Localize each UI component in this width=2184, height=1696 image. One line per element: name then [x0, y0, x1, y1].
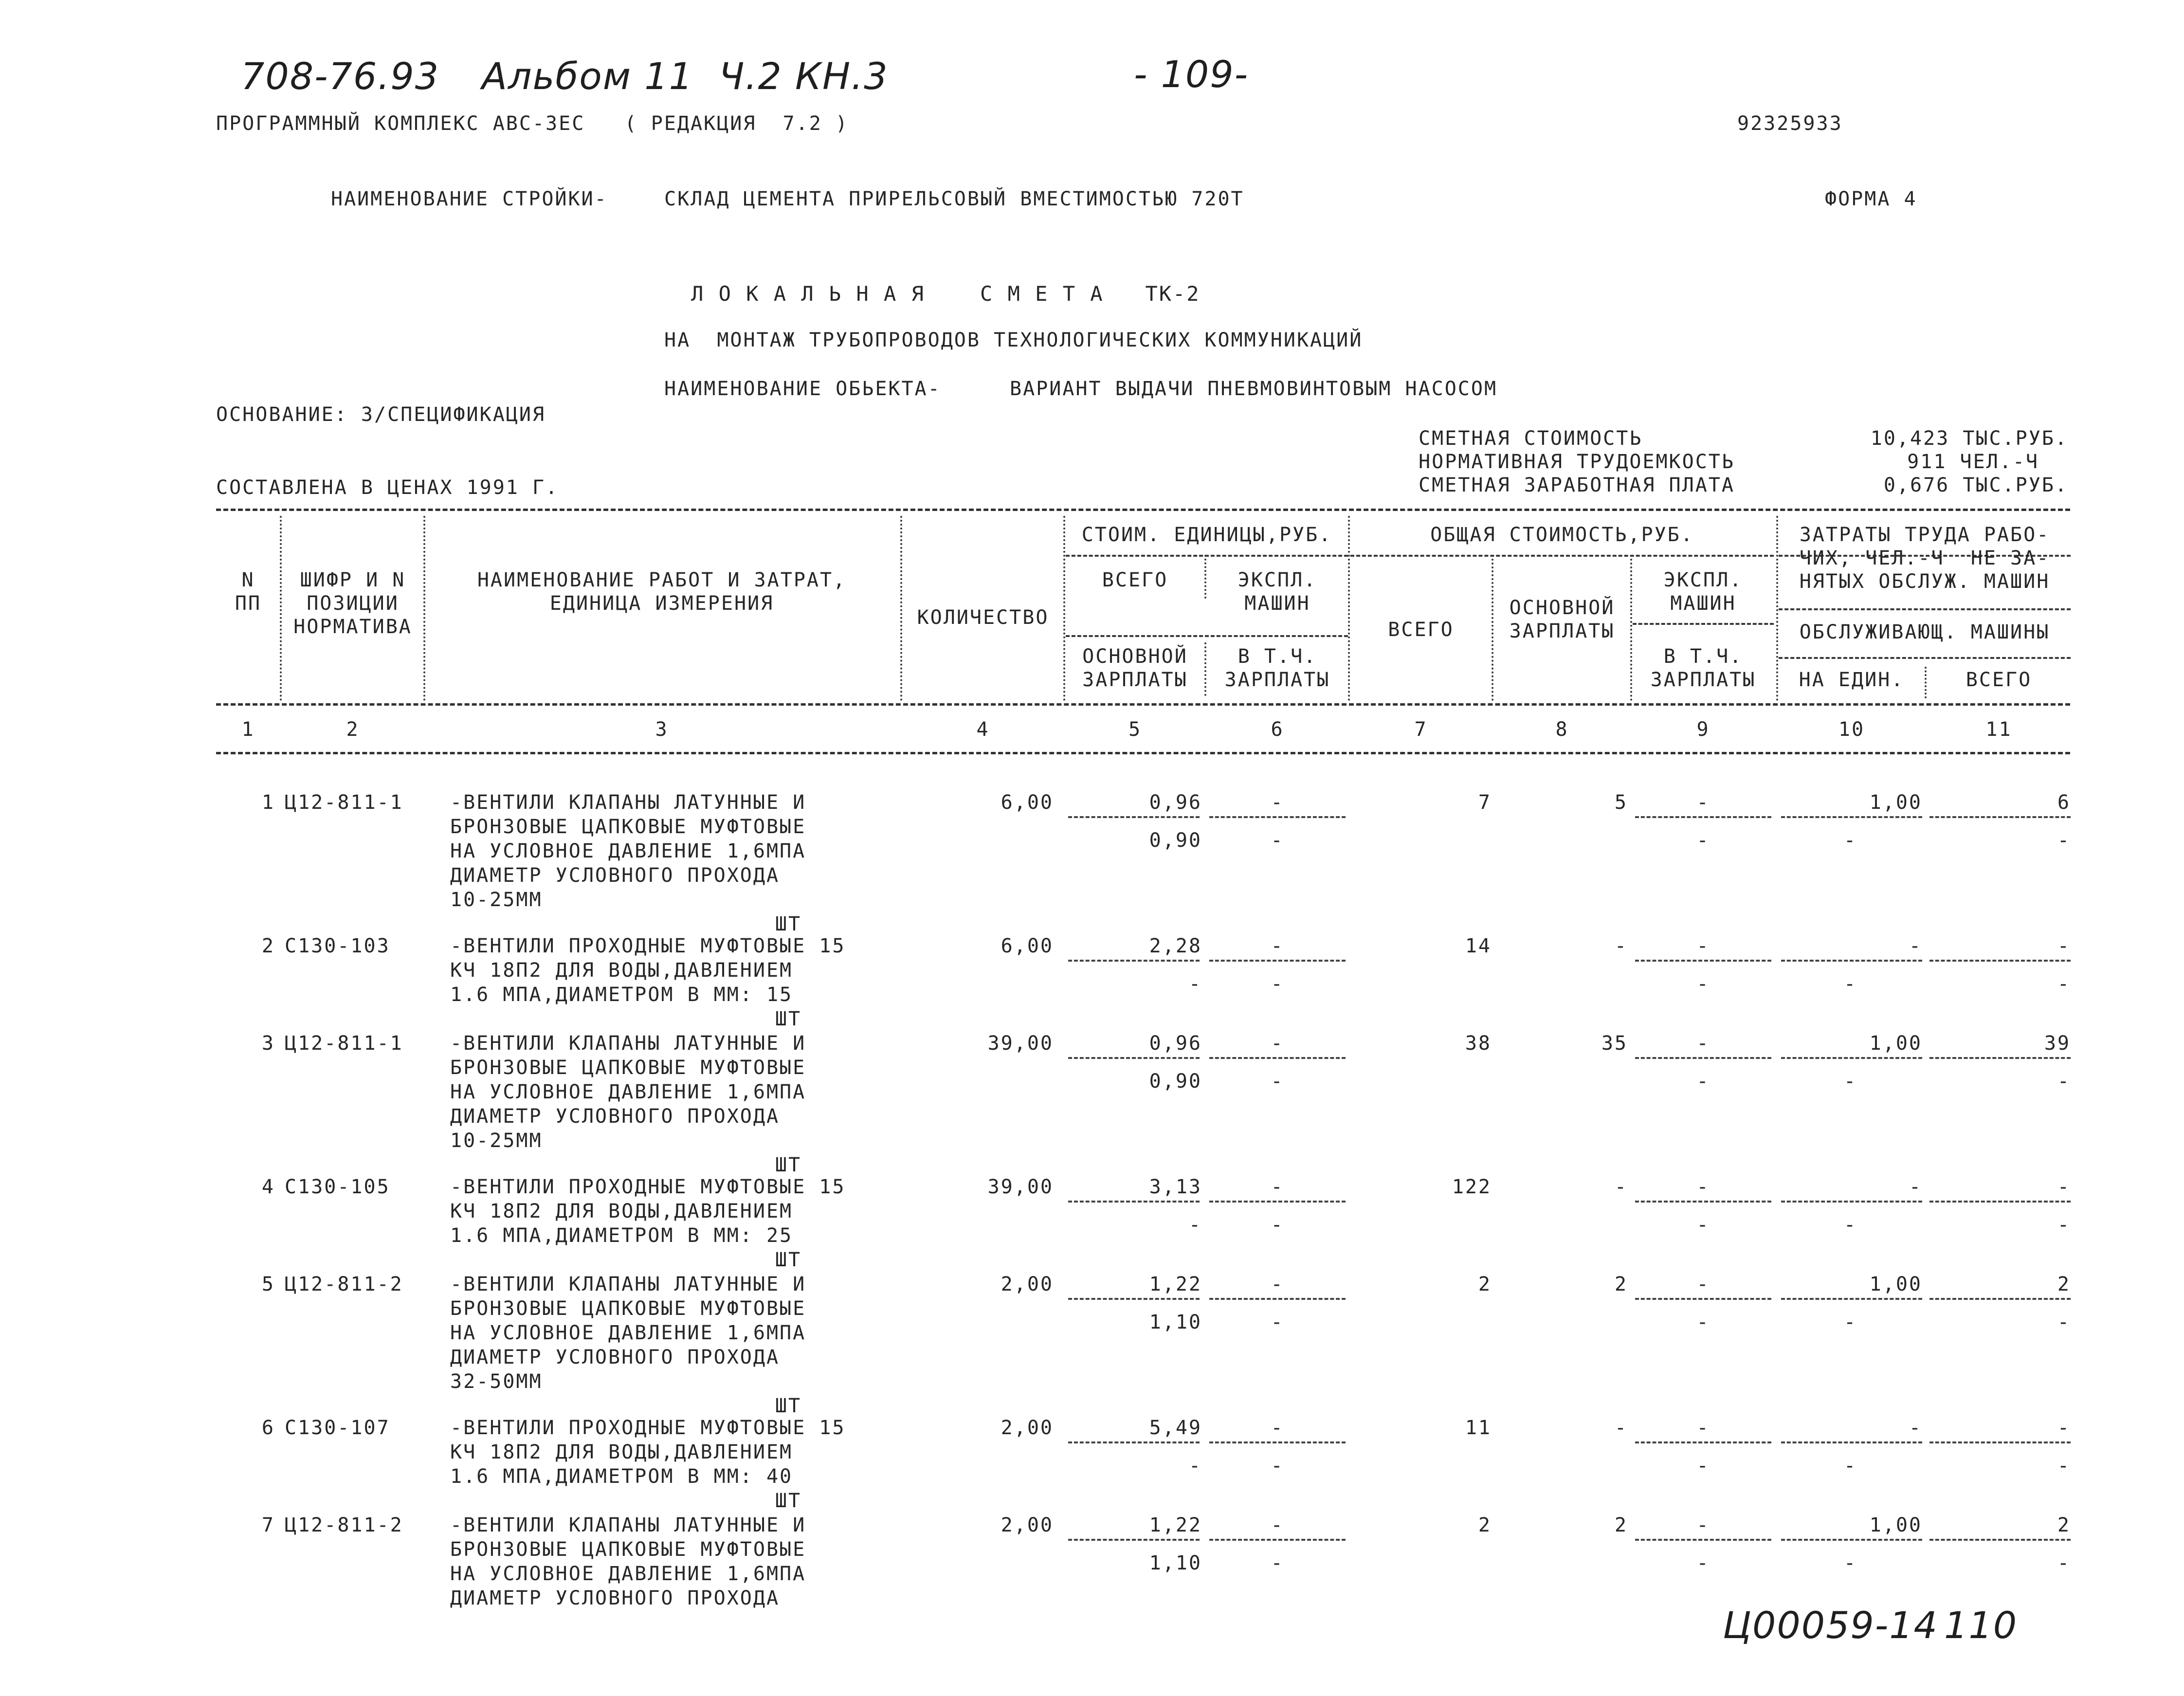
row-number: 6 [261, 1417, 275, 1439]
row-name-line: -ВЕНТИЛИ КЛАПАНЫ ЛАТУННЫЕ И [450, 1032, 806, 1055]
document-subtitle: НА МОНТАЖ ТРУБОПРОВОДОВ ТЕХНОЛОГИЧЕСКИХ КОММУНИКАЦИЙ [664, 329, 1363, 351]
row-name-line: БРОНЗОВЫЕ ЦАПКОВЫЕ МУФТОВЫЕ [450, 1057, 806, 1079]
row-labor-mach-unit: - [1843, 1311, 1857, 1333]
cell-divider [1929, 1201, 2071, 1203]
col-separator [1630, 555, 1632, 701]
row-number: 3 [261, 1032, 275, 1055]
col-unit-mach-wage-header: ЗАРПЛАТЫ [1224, 669, 1330, 691]
row-number: 4 [261, 1176, 275, 1198]
col-n-header: N [241, 569, 255, 591]
row-total-wage: - [1614, 935, 1628, 957]
row-unit-total: 5,49 [1149, 1417, 1202, 1439]
col-unit-mach-header: ЭКСПЛ. [1238, 569, 1317, 591]
row-code: С130-103 [285, 935, 390, 957]
row-labor-mach-unit: - [1843, 1455, 1857, 1477]
construction-label: НАИМЕНОВАНИЕ СТРОЙКИ- [331, 188, 608, 210]
row-total-mach: - [1696, 935, 1710, 957]
row-total: 14 [1465, 935, 1492, 957]
row-name-line: КЧ 18П2 ДЛЯ ВОДЫ,ДАВЛЕНИЕМ [450, 1441, 793, 1463]
row-name-line: ДИАМЕТР УСЛОВНОГО ПРОХОДА [450, 1346, 780, 1368]
col-labor-unit-header: НА ЕДИН. [1799, 669, 1905, 691]
summary-label: СМЕТНАЯ ЗАРАБОТНАЯ ПЛАТА [1419, 474, 1735, 496]
cell-divider [1068, 1057, 1200, 1059]
construction-name: СКЛАД ЦЕМЕНТА ПРИРЕЛЬСОВЫЙ ВМЕСТИМОСТЬЮ 720Т [664, 188, 1244, 210]
subheader-rule [1633, 623, 1774, 625]
cell-divider [1929, 816, 2071, 818]
row-unit: ШТ [775, 1395, 802, 1417]
row-unit-total: 3,13 [1149, 1176, 1202, 1198]
row-total-mach: - [1696, 1032, 1710, 1055]
col-total-mach-wage-header: ЗАРПЛАТЫ [1650, 669, 1756, 691]
col-number: 1 [241, 718, 255, 741]
row-unit-mach-wage: - [1271, 829, 1284, 852]
col-separator [900, 516, 902, 701]
row-name-line: 10-25ММ [450, 1130, 543, 1152]
row-name-line: НА УСЛОВНОЕ ДАВЛЕНИЕ 1,6МПА [450, 1322, 806, 1344]
cell-divider [1068, 960, 1200, 962]
row-labor-total: 39 [2044, 1032, 2071, 1055]
row-total-mach-wage: - [1696, 1214, 1710, 1236]
program-line: ПРОГРАММНЫЙ КОМПЛЕКС АВС-3ЕС ( РЕДАКЦИЯ 7.2 ) [216, 112, 849, 135]
col-number: 10 [1838, 718, 1865, 741]
row-unit-total: 0,96 [1149, 1032, 1202, 1055]
row-name-line: ДИАМЕТР УСЛОВНОГО ПРОХОДА [450, 864, 780, 887]
row-unit-mach-wage: - [1271, 1311, 1284, 1333]
col-separator [423, 516, 425, 701]
row-name-line: -ВЕНТИЛИ ПРОХОДНЫЕ МУФТОВЫЕ 15 [450, 935, 846, 957]
row-labor-unit: 1,00 [1869, 1273, 1922, 1295]
row-labor-total: - [2057, 1417, 2071, 1439]
col-separator [1776, 516, 1778, 701]
subheader-rule [1066, 555, 1348, 557]
row-qty: 2,00 [1001, 1417, 1054, 1439]
row-unit: ШТ [775, 913, 802, 935]
row-qty: 39,00 [987, 1032, 1054, 1055]
col-unit-wage-header: ОСНОВНОЙ [1082, 645, 1188, 668]
row-name-line: 32-50ММ [450, 1370, 543, 1393]
row-unit: ШТ [775, 1008, 802, 1030]
row-code: Ц12-811-1 [285, 791, 403, 814]
row-total-mach-wage: - [1696, 973, 1710, 995]
cell-divider [1635, 1201, 1771, 1203]
col-labor-header: ЧИХ, ЧЕЛ.-Ч НЕ ЗА- [1799, 547, 2050, 569]
col-number: 8 [1555, 718, 1569, 741]
col-total-all-header: ВСЕГО [1388, 619, 1454, 641]
row-total: 7 [1478, 791, 1492, 814]
col-name-header: ЕДИНИЦА ИЗМЕРЕНИЯ [549, 592, 774, 615]
row-total-mach: - [1696, 1273, 1710, 1295]
row-unit-wage: 1,10 [1149, 1552, 1202, 1574]
col-separator [1063, 516, 1065, 701]
cell-divider [1929, 1298, 2071, 1300]
row-total-mach-wage: - [1696, 1552, 1710, 1574]
cell-divider [1635, 960, 1771, 962]
cell-divider [1068, 816, 1200, 818]
row-labor-mach-unit: - [1843, 1552, 1857, 1574]
row-total: 38 [1465, 1032, 1492, 1055]
cell-divider [1781, 816, 1922, 818]
col-total-wage-header: ЗАРПЛАТЫ [1509, 620, 1615, 642]
col-labor-total-header: ВСЕГО [1966, 669, 2032, 691]
cell-divider [1635, 1539, 1771, 1541]
row-name-line: КЧ 18П2 ДЛЯ ВОДЫ,ДАВЛЕНИЕМ [450, 959, 793, 982]
subheader-rule [1350, 555, 1774, 557]
row-labor-unit: 1,00 [1869, 1514, 1922, 1536]
row-unit-mach: - [1271, 1273, 1284, 1295]
row-unit-total: 1,22 [1149, 1273, 1202, 1295]
row-number: 1 [261, 791, 275, 814]
document-title: Л О К А Л Ь Н А Я С М Е Т А ТК-2 [691, 282, 1201, 306]
summary-label: НОРМАТИВНАЯ ТРУДОЕМКОСТЬ [1419, 451, 1735, 473]
row-total-wage: 2 [1614, 1514, 1628, 1536]
cell-divider [1209, 1201, 1346, 1203]
form-number: ФОРМА 4 [1825, 188, 1917, 210]
row-unit-total: 1,22 [1149, 1514, 1202, 1536]
row-labor-mach-unit: - [1843, 829, 1857, 852]
row-unit-wage: - [1188, 1214, 1202, 1236]
col-labor-header: НЯТЫХ ОБСЛУЖ. МАШИН [1799, 570, 2050, 593]
subheader-rule [1779, 657, 2071, 659]
row-labor-unit: 1,00 [1869, 1032, 1922, 1055]
cell-divider [1209, 816, 1346, 818]
row-code: Ц12-811-2 [285, 1514, 403, 1536]
col-number: 3 [655, 718, 669, 741]
row-unit-mach: - [1271, 1176, 1284, 1198]
col-name-header: НАИМЕНОВАНИЕ РАБОТ И ЗАТРАТ, [477, 569, 847, 591]
cell-divider [1068, 1201, 1200, 1203]
cell-divider [1929, 1539, 2071, 1541]
row-name-line: ДИАМЕТР УСЛОВНОГО ПРОХОДА [450, 1105, 780, 1128]
row-labor-unit: - [1909, 1417, 1922, 1439]
row-labor-mach-total: - [2057, 1070, 2071, 1093]
row-name-line: 1.6 МПА,ДИАМЕТРОМ В ММ: 15 [450, 984, 793, 1006]
row-unit-mach-wage: - [1271, 1552, 1284, 1574]
row-name-line: КЧ 18П2 ДЛЯ ВОДЫ,ДАВЛЕНИЕМ [450, 1200, 793, 1222]
row-labor-total: - [2057, 935, 2071, 957]
row-name-line: -ВЕНТИЛИ ПРОХОДНЫЕ МУФТОВЫЕ 15 [450, 1417, 846, 1439]
handwritten-bottom-code: Ц00059-14 [1723, 1604, 1938, 1647]
cell-divider [1781, 1539, 1922, 1541]
row-number: 7 [261, 1514, 275, 1536]
row-unit: ШТ [775, 1490, 802, 1512]
row-total-wage: 5 [1614, 791, 1628, 814]
row-unit-mach: - [1271, 1032, 1284, 1055]
row-qty: 39,00 [987, 1176, 1054, 1198]
col-labor-mach-header: ОБСЛУЖИВАЮЩ. МАШИНЫ [1799, 621, 2050, 643]
row-unit-mach: - [1271, 1417, 1284, 1439]
col-number: 6 [1271, 718, 1284, 741]
row-qty: 2,00 [1001, 1514, 1054, 1536]
row-name-line: БРОНЗОВЫЕ ЦАПКОВЫЕ МУФТОВЫЕ [450, 1538, 806, 1561]
row-unit-mach-wage: - [1271, 1455, 1284, 1477]
cell-divider [1068, 1298, 1200, 1300]
row-labor-mach-total: - [2057, 1455, 2071, 1477]
row-total-wage: 2 [1614, 1273, 1628, 1295]
row-labor-mach-total: - [2057, 1214, 2071, 1236]
col-number: 2 [346, 718, 360, 741]
row-total: 122 [1452, 1176, 1492, 1198]
row-qty: 2,00 [1001, 1273, 1054, 1295]
row-name-line: НА УСЛОВНОЕ ДАВЛЕНИЕ 1,6МПА [450, 840, 806, 862]
numbers-bottom-rule [216, 752, 2070, 754]
cell-divider [1209, 1057, 1346, 1059]
row-name-line: ДИАМЕТР УСЛОВНОГО ПРОХОДА [450, 1587, 780, 1609]
row-code: Ц12-811-2 [285, 1273, 403, 1295]
cell-divider [1929, 1441, 2071, 1443]
row-unit-mach-wage: - [1271, 1070, 1284, 1093]
col-code-header: ШИФР И N [300, 569, 406, 591]
col-separator [1925, 667, 1927, 698]
row-unit-wage: - [1188, 973, 1202, 995]
handwritten-bottom-page: 110 [1944, 1604, 2018, 1647]
row-total-wage: - [1614, 1176, 1628, 1198]
row-name-line: -ВЕНТИЛИ ПРОХОДНЫЕ МУФТОВЫЕ 15 [450, 1176, 846, 1198]
col-total-mach-header: МАШИН [1670, 592, 1736, 615]
row-qty: 6,00 [1001, 791, 1054, 814]
cell-divider [1209, 1298, 1346, 1300]
col-labor-header: ЗАТРАТЫ ТРУДА РАБО- [1799, 524, 2050, 546]
cell-divider [1068, 1539, 1200, 1541]
row-total: 2 [1478, 1514, 1492, 1536]
col-code-header: ПОЗИЦИИ [307, 592, 399, 615]
subheader-rule [1066, 635, 1348, 637]
row-code: С130-107 [285, 1417, 390, 1439]
col-separator [1492, 555, 1493, 701]
subheader-rule [1779, 608, 2071, 610]
row-labor-mach-total: - [2057, 973, 2071, 995]
col-unit-wage-header: ЗАРПЛАТЫ [1082, 669, 1188, 691]
row-name-line: -ВЕНТИЛИ КЛАПАНЫ ЛАТУННЫЕ И [450, 791, 806, 814]
summary-value: 0,676 ТЫС.РУБ. [1883, 474, 2068, 496]
row-unit-wage: 1,10 [1149, 1311, 1202, 1333]
row-labor-mach-total: - [2057, 1311, 2071, 1333]
row-total-mach: - [1696, 1514, 1710, 1536]
col-separator [280, 516, 282, 701]
col-total-mach-wage-header: В Т.Ч. [1663, 645, 1743, 668]
table-top-rule [216, 509, 2070, 511]
row-total-wage: - [1614, 1417, 1628, 1439]
row-labor-mach-total: - [2057, 829, 2071, 852]
row-number: 2 [261, 935, 275, 957]
basis-line: ОСНОВАНИЕ: З/СПЕЦИФИКАЦИЯ [216, 403, 546, 426]
col-number: 9 [1696, 718, 1710, 741]
row-labor-mach-unit: - [1843, 1070, 1857, 1093]
summary-value: 10,423 ТЫС.РУБ. [1870, 427, 2068, 450]
prices-line: СОСТАВЛЕНА В ЦЕНАХ 1991 Г. [216, 476, 559, 499]
col-total-cost-header: ОБЩАЯ СТОИМОСТЬ,РУБ. [1430, 524, 1694, 546]
row-unit-mach: - [1271, 791, 1284, 814]
cell-divider [1635, 816, 1771, 818]
row-name-line: БРОНЗОВЫЕ ЦАПКОВЫЕ МУФТОВЫЕ [450, 1297, 806, 1320]
row-name-line: БРОНЗОВЫЕ ЦАПКОВЫЕ МУФТОВЫЕ [450, 816, 806, 838]
cell-divider [1635, 1057, 1771, 1059]
cell-divider [1635, 1441, 1771, 1443]
row-labor-mach-total: - [2057, 1552, 2071, 1574]
row-unit-total: 2,28 [1149, 935, 1202, 957]
row-unit-total: 0,96 [1149, 791, 1202, 814]
row-name-line: -ВЕНТИЛИ КЛАПАНЫ ЛАТУННЫЕ И [450, 1273, 806, 1295]
row-labor-unit: - [1909, 935, 1922, 957]
row-labor-unit: - [1909, 1176, 1922, 1198]
object-label: НАИМЕНОВАНИЕ ОБЬЕКТА- [664, 378, 941, 400]
handwritten-page-number: - 109- [1134, 53, 1249, 96]
summary-label: СМЕТНАЯ СТОИМОСТЬ [1419, 427, 1643, 450]
col-unit-mach-wage-header: В Т.Ч. [1238, 645, 1317, 668]
row-unit: ШТ [775, 1154, 802, 1176]
row-total-mach-wage: - [1696, 1455, 1710, 1477]
row-labor-total: - [2057, 1176, 2071, 1198]
col-number: 4 [976, 718, 990, 741]
row-unit-wage: - [1188, 1455, 1202, 1477]
row-name-line: НА УСЛОВНОЕ ДАВЛЕНИЕ 1,6МПА [450, 1081, 806, 1103]
row-labor-total: 2 [2057, 1514, 2071, 1536]
cell-divider [1209, 1539, 1346, 1541]
col-unit-cost-header: СТОИМ. ЕДИНИЦЫ,РУБ. [1081, 524, 1332, 546]
col-qty-header: КОЛИЧЕСТВО [917, 606, 1049, 629]
row-number: 5 [261, 1273, 275, 1295]
row-total-mach-wage: - [1696, 1311, 1710, 1333]
row-name-line: 10-25ММ [450, 889, 543, 911]
col-code-header: НОРМАТИВА [293, 616, 412, 638]
cell-divider [1209, 1441, 1346, 1443]
cell-divider [1635, 1298, 1771, 1300]
row-total-mach-wage: - [1696, 1070, 1710, 1093]
col-separator [1204, 555, 1206, 599]
row-total-mach: - [1696, 791, 1710, 814]
cell-divider [1781, 1441, 1922, 1443]
cell-divider [1781, 1201, 1922, 1203]
header-bottom-rule [216, 703, 2070, 706]
row-unit: ШТ [775, 1249, 802, 1271]
row-labor-mach-unit: - [1843, 973, 1857, 995]
row-total-mach-wage: - [1696, 829, 1710, 852]
row-name-line: НА УСЛОВНОЕ ДАВЛЕНИЕ 1,6МПА [450, 1563, 806, 1585]
row-name-line: 1.6 МПА,ДИАМЕТРОМ В ММ: 25 [450, 1224, 793, 1247]
col-number: 5 [1128, 718, 1142, 741]
col-separator [1348, 516, 1350, 701]
col-separator [1204, 642, 1206, 696]
row-unit-mach-wage: - [1271, 973, 1284, 995]
row-code: Ц12-811-1 [285, 1032, 403, 1055]
handwritten-album: Альбом 11 Ч.2 КН.3 [482, 55, 889, 98]
row-total-wage: 35 [1601, 1032, 1628, 1055]
col-number: 7 [1414, 718, 1428, 741]
col-unit-total-header: ВСЕГО [1102, 569, 1168, 591]
col-n-header: ПП [235, 592, 262, 615]
row-unit-mach: - [1271, 935, 1284, 957]
cell-divider [1781, 1298, 1922, 1300]
row-total-mach: - [1696, 1176, 1710, 1198]
row-unit-mach: - [1271, 1514, 1284, 1536]
cell-divider [1781, 960, 1922, 962]
row-total: 11 [1465, 1417, 1492, 1439]
row-code: С130-105 [285, 1176, 390, 1198]
row-unit-wage: 0,90 [1149, 829, 1202, 852]
row-qty: 6,00 [1001, 935, 1054, 957]
row-total-mach: - [1696, 1417, 1710, 1439]
row-name-line: -ВЕНТИЛИ КЛАПАНЫ ЛАТУННЫЕ И [450, 1514, 806, 1536]
row-unit-mach-wage: - [1271, 1214, 1284, 1236]
cell-divider [1929, 960, 2071, 962]
doc-number: 92325933 [1737, 112, 1843, 135]
col-unit-mach-header: МАШИН [1244, 592, 1310, 615]
row-labor-total: 6 [2057, 791, 2071, 814]
handwritten-code: 708-76.93 [241, 55, 440, 98]
col-total-wage-header: ОСНОВНОЙ [1509, 597, 1615, 619]
row-labor-mach-unit: - [1843, 1214, 1857, 1236]
row-name-line: 1.6 МПА,ДИАМЕТРОМ В ММ: 40 [450, 1465, 793, 1488]
cell-divider [1068, 1441, 1200, 1443]
col-number: 11 [1985, 718, 2012, 741]
col-total-mach-header: ЭКСПЛ. [1663, 569, 1743, 591]
row-total: 2 [1478, 1273, 1492, 1295]
row-unit-wage: 0,90 [1149, 1070, 1202, 1093]
row-labor-unit: 1,00 [1869, 791, 1922, 814]
summary-value: 911 ЧЕЛ.-Ч [1907, 451, 2039, 473]
object-name: ВАРИАНТ ВЫДАЧИ ПНЕВМОВИНТОВЫМ НАСОСОМ [1010, 378, 1498, 400]
cell-divider [1929, 1057, 2071, 1059]
row-labor-total: 2 [2057, 1273, 2071, 1295]
cell-divider [1781, 1057, 1922, 1059]
cell-divider [1209, 960, 1346, 962]
